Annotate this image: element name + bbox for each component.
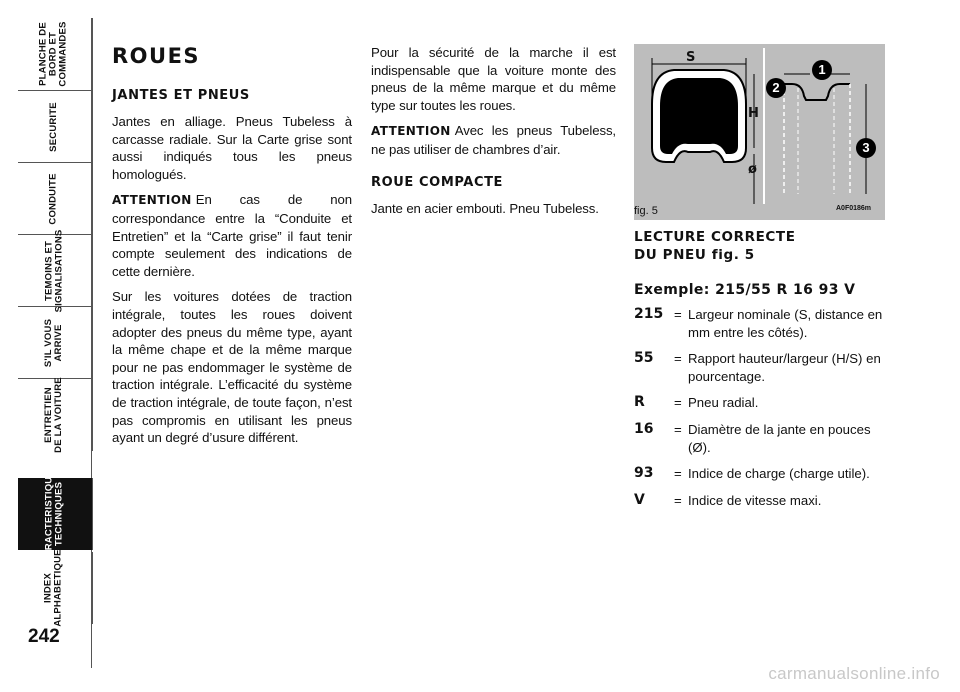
term: 16: [634, 420, 654, 437]
paragraph: Jante en acier embouti. Pneu Tubeless.: [371, 200, 599, 216]
equals: =: [674, 492, 682, 508]
term: 93: [634, 465, 654, 482]
tab-label: CARACTERISTIQUES TECHNIQUES: [43, 463, 65, 565]
tab-conduite[interactable]: [18, 162, 93, 235]
list-item: [634, 421, 884, 456]
tab-label: S'IL VOUS ARRIVE: [42, 318, 64, 368]
figure-caption: fig. 5: [634, 205, 658, 217]
subsection-title: JANTES ET PNEUS: [112, 88, 250, 103]
section-title: ROUES: [112, 44, 201, 68]
column-middle: [371, 44, 616, 225]
list-item: [634, 394, 884, 412]
tab-entretien[interactable]: [18, 378, 93, 451]
definition: Rapport hauteur/largeur (H/S) en pourcentage.: [688, 351, 881, 384]
list-item: [634, 492, 884, 510]
column-right: [634, 228, 884, 518]
callout-1: 1: [812, 60, 832, 80]
definition: Indice de vitesse maxi.: [688, 492, 822, 508]
example-line: Exemple: 215/55 R 16 93 V: [634, 282, 856, 298]
tab-label: CONDUITE: [48, 173, 59, 225]
tab-index[interactable]: [18, 549, 93, 627]
tab-caracteristiques-active[interactable]: [18, 463, 93, 565]
tab-temoins[interactable]: [18, 229, 93, 313]
watermark: carmanualsonline.info: [768, 664, 940, 683]
tab-planche-de-bord[interactable]: [18, 18, 93, 90]
column-left: [112, 44, 352, 455]
tab-label: SECURITE: [47, 102, 59, 152]
term: 215: [634, 306, 664, 322]
equals: =: [674, 421, 682, 437]
term: R: [634, 394, 645, 411]
tire-figure: [634, 44, 885, 220]
attention-label: ATTENTION: [371, 124, 451, 139]
callout-3: 3: [856, 138, 876, 158]
label-s: S: [686, 50, 696, 65]
tab-sil-vous-arrive[interactable]: [18, 306, 93, 379]
tab-label: INDEX ALPHABETIQUE: [43, 549, 65, 627]
attention-label: ATTENTION: [112, 193, 192, 208]
equals: =: [674, 395, 682, 411]
attention-paragraph: [371, 122, 616, 158]
equals: =: [674, 307, 682, 322]
paragraph: Sur les voitures dotées de traction intégrale, toutes les roues doivent adopter des pneus du même type, ayant la même chape et de la même marque pour ne pas endommager le système de traction intégrale. L’efficacité du système de traction intégrale, de toute façon, n’est pas compromis en utilisant les pneus ayant un degré d’usure différent.: [112, 289, 352, 446]
attention-text: Avec les pneus Tubeless, ne pas utiliser de chambres d’air.: [371, 123, 616, 157]
tab-securite[interactable]: [18, 90, 93, 163]
list-item: [634, 465, 884, 483]
tab-label: TEMOINS ET SIGNALISATIONS: [43, 229, 65, 313]
definition: Largeur nominale (S, distance en mm entre les côtés).: [688, 307, 883, 340]
section-title-line2: DU PNEU fig. 5: [634, 247, 755, 263]
definition: Pneu radial.: [688, 395, 759, 411]
attention-text: En cas de non correspondance entre la “Conduite et Entretien” et la “Carte grise” il faut tenir compte seulement des indications de cette dernière.: [112, 192, 352, 279]
paragraph: Jantes en alliage. Pneus Tubeless à carcasse radiale. Sur la Carte grise sont aussi indiqués tous les pneus homologués.: [112, 114, 352, 182]
subsection-title: ROUE COMPACTE: [371, 174, 504, 190]
definition: Indice de charge (charge utile).: [688, 466, 870, 482]
figure-code: A0F0186m: [836, 205, 872, 212]
attention-paragraph: [112, 191, 352, 280]
page-number: 242: [28, 626, 60, 647]
tire-diagram: [634, 44, 885, 220]
tab-label: PLANCHE DE BORD ET COMMANDES: [37, 21, 69, 87]
section-title-line1: LECTURE CORRECTE: [634, 229, 796, 245]
callout-2: 2: [766, 78, 786, 98]
label-diameter: ø: [748, 162, 757, 177]
equals: =: [674, 351, 682, 367]
equals: =: [674, 466, 682, 482]
term: 55: [634, 350, 654, 367]
term: V: [634, 491, 645, 508]
tab-label: ENTRETIEN DE LA VOITURE: [43, 377, 64, 453]
list-item: [634, 350, 884, 385]
label-h: H: [748, 106, 759, 121]
definition: Diamètre de la jante en pouces (Ø).: [688, 421, 871, 455]
list-item: [634, 306, 884, 341]
paragraph: Pour la sécurité de la marche il est indispensable que la voiture monte des pneus de la même marque et du même type sur toutes les roues.: [371, 45, 616, 113]
